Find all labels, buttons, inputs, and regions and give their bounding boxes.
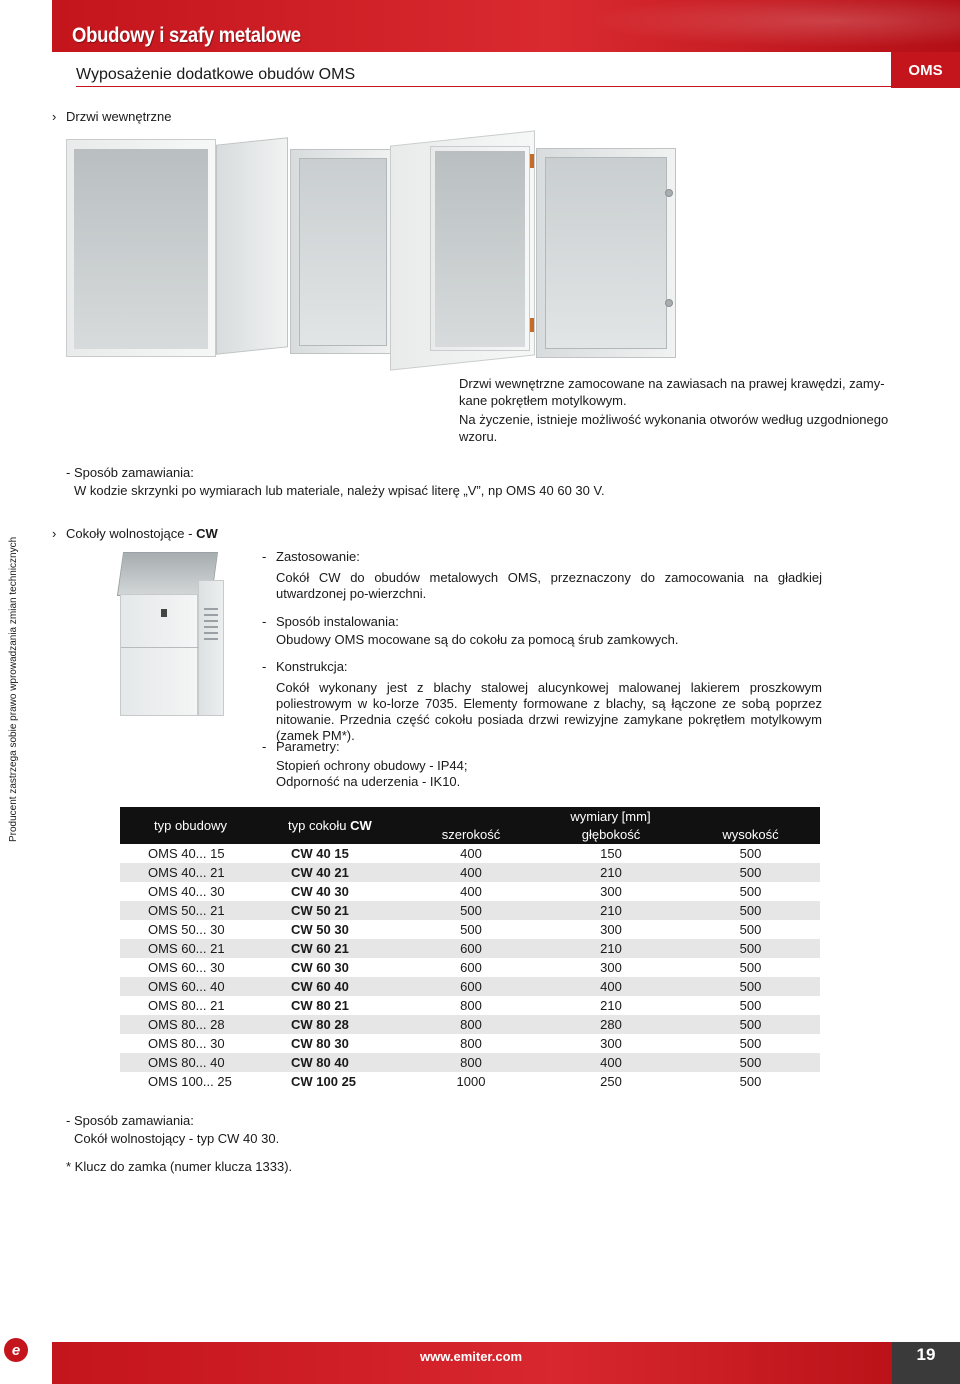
cell-housing-type: OMS 50... 30 (148, 922, 225, 937)
vent-slot (204, 608, 218, 610)
photo-cabinet-front-open (390, 128, 690, 368)
banner-decoration (540, 0, 960, 52)
section-heading-plinth (52, 526, 218, 541)
cabinet-front-door (290, 149, 396, 354)
th-plinth-type (261, 807, 401, 844)
cell-plinth-type: CW 50 21 (261, 901, 401, 920)
spec-dash: - (262, 659, 267, 674)
cell-width: 400 (401, 863, 541, 882)
th-width: szerokość (401, 826, 541, 845)
hinge-icon (530, 154, 534, 168)
vent-slot (204, 614, 218, 616)
cell-height: 500 (681, 901, 820, 920)
cell-plinth-type: CW 100 25 (291, 1074, 357, 1089)
cell-depth: 210 (541, 901, 681, 920)
cell-depth: 300 (600, 960, 622, 975)
plinth-side (198, 580, 224, 716)
cell-depth: 400 (541, 1053, 681, 1072)
th-housing-type: typ obudowy (120, 807, 261, 844)
cabinet-front-frame (430, 146, 530, 351)
order-method-plinth (66, 1112, 466, 1147)
subtitle-underline (76, 86, 891, 87)
cell-housing-type: OMS 80... 21 (148, 998, 225, 1013)
cell-depth: 400 (541, 977, 681, 996)
cell-depth: 210 (600, 998, 622, 1013)
table-row (120, 958, 820, 977)
table-row (120, 920, 820, 939)
spec-title: Zastosowanie: (276, 549, 360, 564)
spec-text: Cokół CW do obudów metalowych OMS, przeznaczony do zamocowania na gładkiej utwardzonej po-wierzchni. (276, 570, 822, 601)
banner-title: Obudowy i szafy metalowe (72, 24, 301, 47)
cell-plinth-type: CW 40 30 (291, 884, 349, 899)
inner-door-description (459, 375, 899, 445)
cell-height: 500 (739, 1036, 762, 1051)
cell-width: 1000 (456, 1074, 486, 1089)
cell-height: 500 (681, 977, 820, 996)
vent-slot (204, 626, 218, 628)
cell-depth: 210 (541, 939, 681, 958)
cell-depth: 150 (600, 846, 622, 861)
section-heading-text: Cokoły wolnostojące - (66, 526, 197, 541)
cell-plinth-type: CW 50 30 (291, 922, 349, 937)
photo-plinth-cw (120, 550, 230, 730)
vent-slot (204, 638, 218, 640)
cell-depth: 280 (541, 1015, 681, 1034)
cell-housing-type: OMS 40... 30 (148, 884, 225, 899)
spec-parameters (262, 739, 822, 791)
product-badge: OMS (891, 52, 960, 88)
cell-depth: 300 (600, 1036, 622, 1051)
page-number: 19 (892, 1342, 960, 1384)
cell-width: 800 (401, 1053, 541, 1072)
hinge-icon (530, 318, 534, 332)
cell-plinth-type: CW 40 15 (291, 846, 349, 861)
cell-height: 500 (739, 922, 762, 937)
table-row (120, 882, 820, 901)
table-row (120, 939, 820, 958)
cell-plinth-type: CW 40 21 (261, 863, 401, 882)
cell-housing-type: OMS 60... 40 (120, 977, 261, 996)
cell-housing-type: OMS 40... 21 (120, 863, 261, 882)
spec-text: Odporność na uderzenia - IK10. (276, 774, 461, 789)
caption-line: Na życzenie, istnieje możliwość wykonania otworów według uzgodnionego (459, 412, 889, 427)
cell-housing-type: OMS 60... 21 (120, 939, 261, 958)
spec-title: Sposób instalowania: (276, 614, 399, 629)
cell-plinth-type: CW 60 40 (261, 977, 401, 996)
cell-housing-type: OMS 80... 30 (148, 1036, 225, 1051)
cabinet-interior (435, 151, 525, 347)
order-text: W kodzie skrzynki po wymiarach lub materiale, należy wpisać literę „V”, np OMS 40 60 30 V. (74, 483, 605, 498)
door-panel (545, 157, 667, 349)
table-row (120, 1034, 820, 1053)
caption-line: Drzwi wewnętrzne zamocowane na zawiasach na prawej krawędzi, zamy- (459, 376, 885, 391)
cell-width: 600 (401, 939, 541, 958)
cell-housing-type: OMS 80... 40 (120, 1053, 261, 1072)
cell-plinth-type: CW 80 28 (261, 1015, 401, 1034)
spec-text: Cokół wykonany jest z blachy stalowej alucynkowej malowanej lakierem proszkowym poliestrowym w ko-lorze 7035. Elementy formowane z blachy, są łączone ze sobą poprzez nitowanie. Przednia część cokołu posiada drzwi rewizyjne zamykane pokrętłem motylkowym (zamek PM*). (276, 680, 822, 743)
cell-height: 500 (739, 960, 762, 975)
th-depth: głębokość (541, 826, 681, 845)
table-row (120, 863, 820, 882)
cell-housing-type: OMS 40... 15 (148, 846, 225, 861)
cell-plinth-type: CW 80 30 (291, 1036, 349, 1051)
cell-height: 500 (681, 863, 820, 882)
th-dimensions: wymiary [mm] (401, 807, 820, 826)
table-row (120, 996, 820, 1015)
footer-website-link[interactable]: www.emiter.com (420, 1349, 523, 1364)
cell-housing-type: OMS 80... 28 (120, 1015, 261, 1034)
cell-width: 800 (460, 998, 482, 1013)
caption-line: wzoru. (459, 429, 498, 444)
th-height: wysokość (681, 826, 820, 845)
emiter-logo: e (4, 1338, 28, 1362)
cell-height: 500 (681, 939, 820, 958)
cell-width: 600 (401, 977, 541, 996)
lock-icon (161, 609, 167, 617)
plinth-table-body (120, 844, 820, 1091)
table-row (120, 1053, 820, 1072)
cell-height: 500 (681, 1015, 820, 1034)
door-panel (299, 158, 387, 346)
knob-icon (665, 189, 673, 197)
cell-housing-type: OMS 50... 21 (120, 901, 261, 920)
plinth-front-door (120, 594, 198, 716)
cell-height: 500 (739, 1074, 762, 1089)
caption-line: kane pokrętłem motylkowym. (459, 393, 627, 408)
spec-construction (262, 659, 822, 743)
th-plinth-type-bold: CW (350, 818, 372, 833)
cell-depth: 250 (600, 1074, 622, 1089)
section-heading-text: Drzwi wewnętrzne (66, 109, 172, 124)
vent-slot (204, 620, 218, 622)
page-subtitle: Wyposażenie dodatkowe obudów OMS (76, 66, 356, 83)
cell-width: 500 (401, 901, 541, 920)
table-row (120, 901, 820, 920)
cell-housing-type: OMS 60... 30 (148, 960, 225, 975)
cell-width: 500 (460, 922, 482, 937)
cabinet-door (536, 148, 676, 358)
cell-width: 800 (460, 1036, 482, 1051)
spec-title: Parametry: (276, 739, 340, 754)
footnote-key: * Klucz do zamka (numer klucza 1333). (66, 1159, 293, 1174)
order-label: - Sposób zamawiania: (66, 465, 194, 480)
photo-cabinet-inner-door-open (66, 135, 336, 360)
order-text: Cokół wolnostojący - typ CW 40 30. (74, 1131, 280, 1146)
cell-width: 600 (460, 960, 482, 975)
plinth-table (120, 807, 820, 1091)
spec-application (262, 549, 822, 609)
spec-title: Konstrukcja: (276, 659, 348, 674)
chevron-right-icon: › (52, 526, 57, 541)
cell-depth: 300 (600, 884, 622, 899)
cell-plinth-type: CW 60 21 (261, 939, 401, 958)
cell-height: 500 (681, 1053, 820, 1072)
cell-height: 500 (739, 998, 762, 1013)
cabinet-inner-door (216, 137, 288, 355)
order-label: - Sposób zamawiania: (66, 1113, 194, 1128)
section-heading-bold: CW (196, 526, 218, 541)
order-method-inner-door (66, 464, 886, 499)
spec-dash: - (262, 549, 267, 564)
chevron-right-icon: › (52, 109, 57, 124)
spec-text: Obudowy OMS mocowane są do cokołu za pomocą śrub zamkowych. (276, 632, 679, 647)
cell-plinth-type: CW 60 30 (291, 960, 349, 975)
cabinet-interior (74, 149, 208, 349)
cell-width: 400 (460, 846, 482, 861)
spec-text: Stopień ochrony obudowy - IP44; (276, 758, 468, 773)
cell-width: 800 (401, 1015, 541, 1034)
knob-icon (665, 299, 673, 307)
door-seam (121, 647, 199, 648)
table-row (120, 1015, 820, 1034)
cell-plinth-type: CW 80 21 (291, 998, 349, 1013)
cell-depth: 300 (600, 922, 622, 937)
cell-height: 500 (739, 884, 762, 899)
table-row (120, 1072, 820, 1091)
cell-width: 400 (460, 884, 482, 899)
section-heading-inner-door (52, 109, 171, 124)
table-row (120, 977, 820, 996)
spec-dash: - (262, 739, 267, 754)
cell-housing-type: OMS 100... 25 (148, 1074, 232, 1089)
spec-installation (262, 614, 822, 654)
table-row (120, 844, 820, 863)
vent-slot (204, 632, 218, 634)
cell-depth: 210 (541, 863, 681, 882)
th-plinth-type-text: typ cokołu (288, 818, 351, 833)
side-disclaimer: Producent zastrzega sobie prawo wprowadzania zmian technicznych (8, 536, 19, 842)
cell-height: 500 (739, 846, 762, 861)
spec-dash: - (262, 614, 267, 629)
cell-plinth-type: CW 80 40 (261, 1053, 401, 1072)
